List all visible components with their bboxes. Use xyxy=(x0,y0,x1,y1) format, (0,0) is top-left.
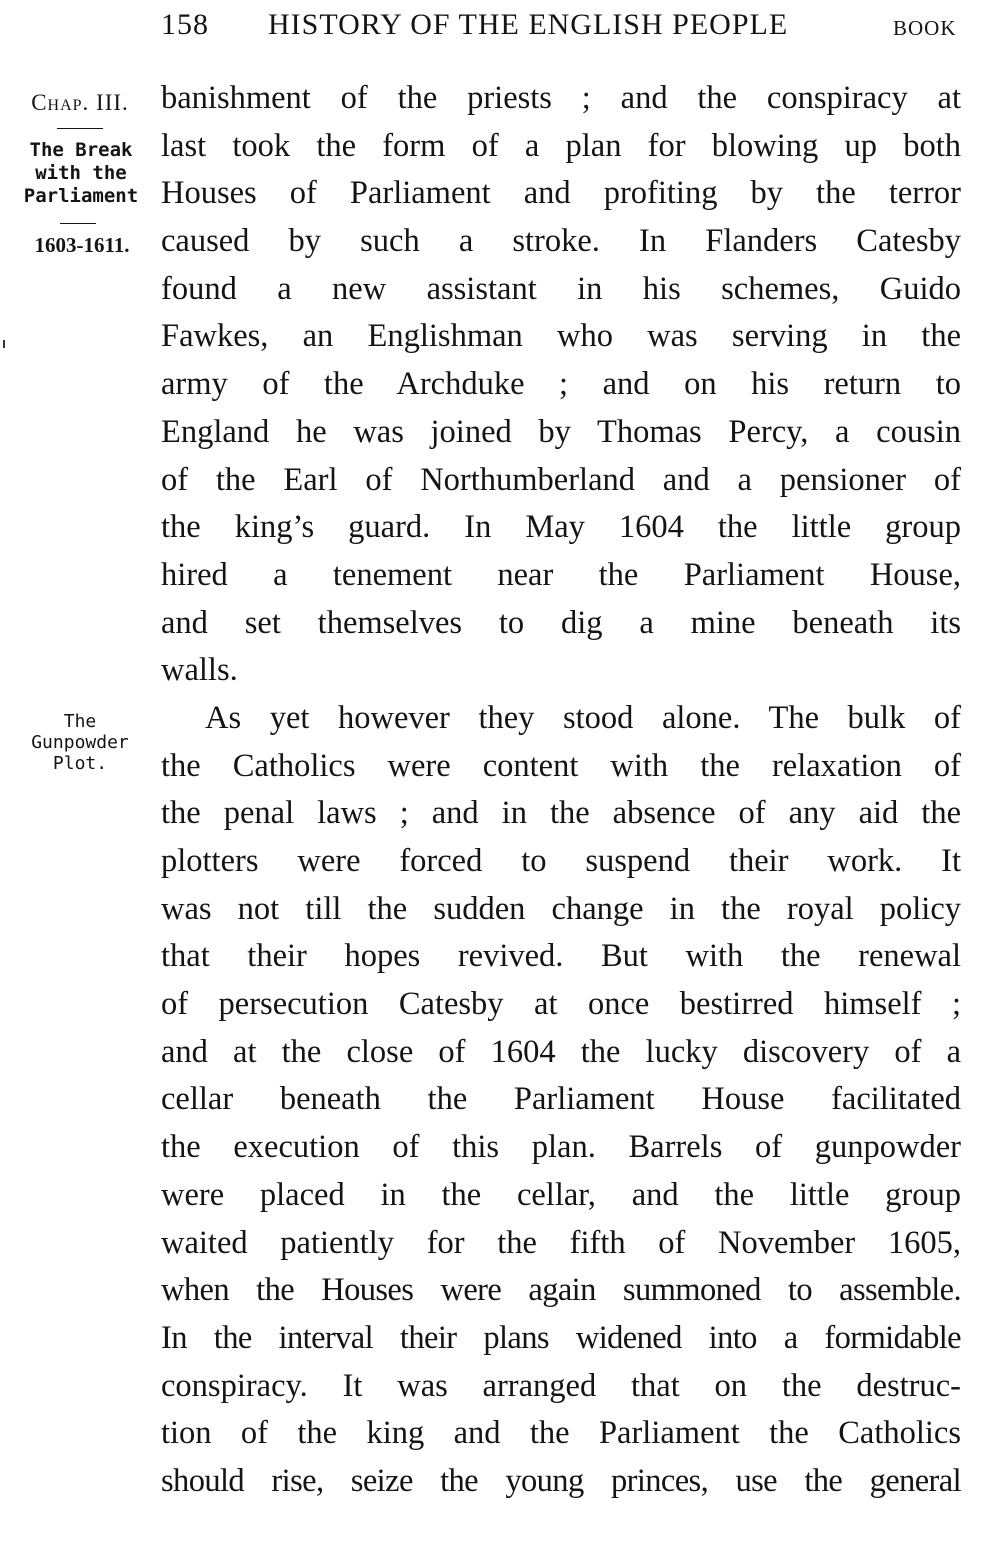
text-line: of the Earl of Northumberland and a pensioner of xyxy=(161,461,961,498)
text-line: the king’s guard. In May 1604 the little group xyxy=(161,509,961,546)
text-line: banishment of the priests ; and the conspiracy at xyxy=(161,80,961,116)
margin-heading-line: The xyxy=(63,711,97,732)
text-line: last took the form of a plan for blowing up both xyxy=(161,127,961,164)
margin-heading-line: Gunpowder xyxy=(31,732,129,753)
page-number: 158 xyxy=(161,8,209,41)
text-line: cellar beneath the Parliament House facilitated xyxy=(161,1081,961,1118)
margin-section-heading xyxy=(6,139,156,208)
text-line: conspiracy. It was arranged that on the destruc- xyxy=(161,1367,961,1404)
text-line: were placed in the cellar, and the little group xyxy=(161,1176,961,1213)
text-line: the Catholics were content with the relaxation of xyxy=(161,747,961,784)
text-line: the penal laws ; and in the absence of any aid the xyxy=(161,795,961,832)
margin-chapter-label: Chap. III. xyxy=(31,90,129,115)
margin-rule xyxy=(60,223,96,224)
text-line: As yet however they stood alone. The bulk of xyxy=(205,699,961,736)
text-line: plotters were forced to suspend their work. It xyxy=(161,843,961,879)
text-line: waited patiently for the fifth of November 1605, xyxy=(161,1224,961,1261)
margin-rule xyxy=(57,128,103,129)
text-line: was not till the sudden change in the royal policy xyxy=(161,890,961,927)
running-title: HISTORY OF THE ENGLISH PEOPLE xyxy=(268,8,789,41)
margin-heading-line: The Break xyxy=(29,139,133,161)
text-line: walls. xyxy=(161,652,238,689)
paragraph-2 xyxy=(161,695,961,1506)
margin-heading-line: Parliament xyxy=(23,185,139,207)
stray-ink-mark xyxy=(3,340,5,348)
text-line: of persecution Catesby at once bestirred himself ; xyxy=(161,986,961,1023)
text-line: when the Houses were again summoned to assemble. xyxy=(161,1272,961,1309)
text-line: tion of the king and the Parliament the Catholics xyxy=(161,1415,961,1452)
text-line: the execution of this plan. Barrels of gunpowder xyxy=(161,1129,961,1166)
body-text xyxy=(161,75,961,1506)
text-line: should rise, seize the young princes, use the general xyxy=(161,1462,961,1499)
text-line: In the interval their plans widened into a formidable xyxy=(161,1319,961,1356)
paragraph-1 xyxy=(161,75,961,695)
text-line: and set themselves to dig a mine beneath its xyxy=(161,604,961,641)
margin-heading-line: Plot. xyxy=(52,753,108,774)
text-line: Fawkes, an Englishman who was serving in the xyxy=(161,318,961,355)
margin-plot-heading xyxy=(8,711,152,774)
text-line: hired a tenement near the Parliament House, xyxy=(161,556,961,593)
margin-heading-line: with the xyxy=(35,162,127,184)
page-header xyxy=(0,6,1000,46)
text-line: army of the Archduke ; and on his return to xyxy=(161,366,961,403)
text-line: found a new assistant in his schemes, Guido xyxy=(161,270,961,307)
book-label: BOOK xyxy=(893,16,957,40)
text-line: and at the close of 1604 the lucky discovery of a xyxy=(161,1033,961,1070)
text-line: that their hopes revived. But with the renewal xyxy=(161,938,961,975)
margin-dates: 1603-1611. xyxy=(34,233,130,257)
text-line: Houses of Parliament and profiting by the terror xyxy=(161,175,961,212)
text-line: England he was joined by Thomas Percy, a cousin xyxy=(161,413,961,450)
text-line: caused by such a stroke. In Flanders Catesby xyxy=(161,223,961,260)
